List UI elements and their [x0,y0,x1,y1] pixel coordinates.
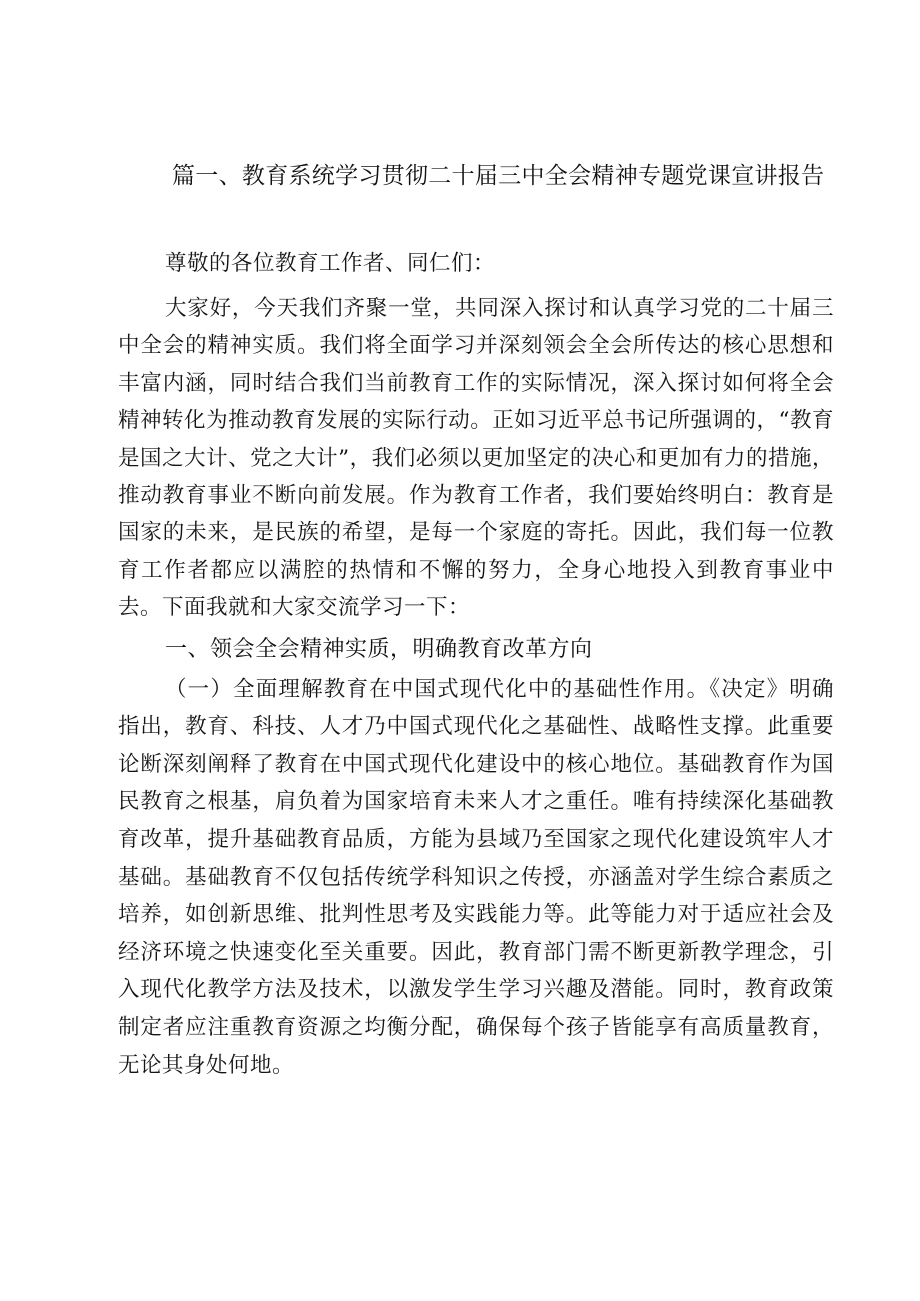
section-paragraph: （一）全面理解教育在中国式现代化中的基础性作用。《决定》明确指出，教育、科技、人才乃中国式现代化之基础性、战略性支撑。此重要论断深刻阐释了教育在中国式现代化建设中的核心地位。基础教育作为国民教育之根基，肩负着为国家培育未来人才之重任。唯有持续深化基础教育改革，提升基础教育品质，方能为县域乃至国家之现代化建设筑牢人才基础。基础教育不仅包括传统学科知识之传授，亦涵盖对学生综合素质之培养，如创新思维、批判性思考及实践能力等。此等能力对于适应社会及经济环境之快速变化至关重要。因此，教育部门需不断更新教学理念，引入现代化教学方法及技术，以激发学生学习兴趣及潜能。同时，教育政策制定者应注重教育资源之均衡分配，确保每个孩子皆能享有高质量教育，无论其身处何地。 [118,676,834,1078]
document-title: 篇一、教育系统学习贯彻二十届三中全会精神专题党课宣讲报告 [172,163,825,189]
intro-paragraph: 大家好，今天我们齐聚一堂，共同深入探讨和认真学习党的二十届三中全会的精神实质。我们将全面学习并深刻领会全会所传达的核心思想和丰富内涵，同时结合我们当前教育工作的实际情况，深入探讨如何将全会精神转化为推动教育发展的实际行动。正如习近平总书记所强调的，“教育是国之大计、党之大计”，我们必须以更加坚定的决心和更加有力的措施，推动教育事业不断向前发展。作为教育工作者，我们要始终明白：教育是国家的未来，是民族的希望，是每一个家庭的寄托。因此，我们每一位教育工作者都应以满腔的热情和不懈的努力，全身心地投入到教育事业中去。下面我就和大家交流学习一下： [118,296,834,621]
greeting-paragraph: 尊敬的各位教育工作者、同仁们： [165,251,496,276]
document-body [118,245,834,1084]
section-heading: 一、领会全会精神实质，明确教育改革方向 [165,636,593,662]
